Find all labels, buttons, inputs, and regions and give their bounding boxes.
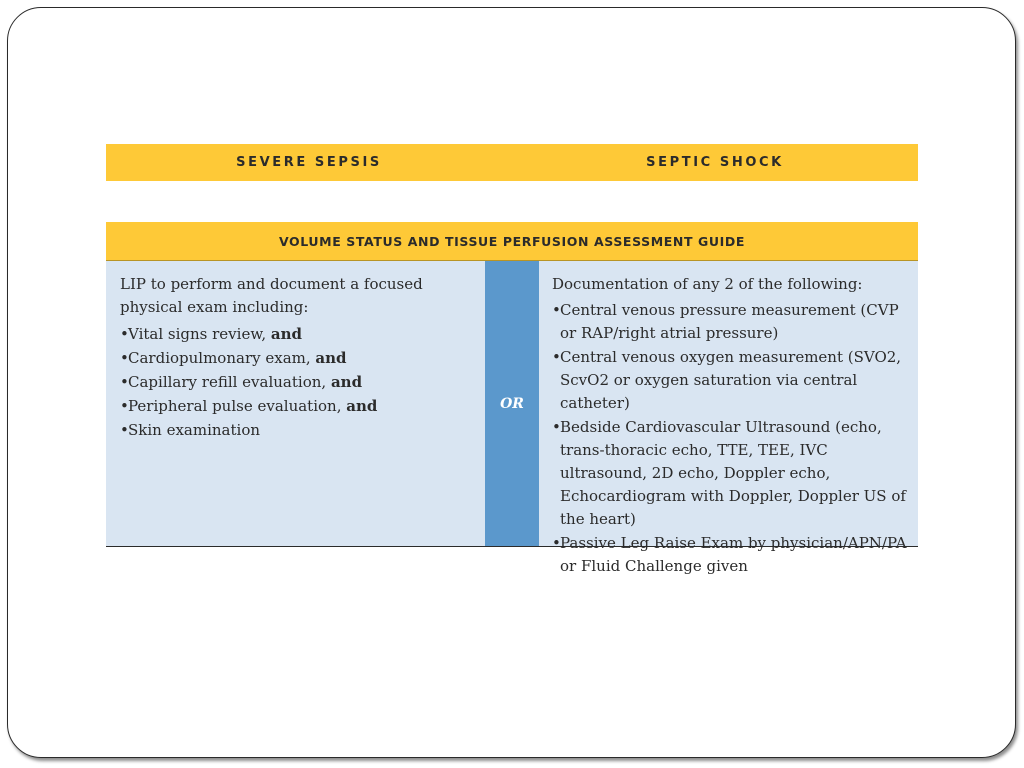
- septic-shock-label: SEPTIC SHOCK: [646, 155, 784, 170]
- item-text: Central venous oxygen measurement (SVO2, ScvO2 or oxygen saturation via central catheter): [560, 348, 902, 412]
- bullet-icon: •: [120, 349, 129, 367]
- list-item: [552, 532, 908, 578]
- item-text: Skin examination: [128, 421, 261, 439]
- item-text: Cardiopulmonary exam,: [128, 349, 316, 367]
- right-intro: Documentation of any 2 of the following:: [552, 275, 863, 293]
- bullet-icon: •: [552, 348, 561, 366]
- sepsis-category-bar: [106, 144, 918, 181]
- item-text: Passive Leg Raise Exam by physician/APN/PA or Fluid Challenge given: [560, 534, 907, 575]
- bullet-icon: •: [552, 418, 561, 436]
- right-item-list: [552, 299, 908, 578]
- item-text: Bedside Cardiovascular Ultrasound (echo, trans-thoracic echo, TTE, TEE, IVC ultrasound, 2D echo, Doppler echo, Echocardiogram with Doppler, Doppler US of the heart): [560, 418, 906, 528]
- left-item-list: [120, 323, 473, 442]
- bullet-icon: •: [120, 325, 129, 343]
- item-bold-text: and: [346, 397, 378, 415]
- or-divider: OR: [485, 261, 539, 546]
- bullet-icon: •: [120, 397, 129, 415]
- item-text: Peripheral pulse evaluation,: [128, 397, 347, 415]
- item-bold-text: and: [315, 349, 347, 367]
- list-item: [552, 346, 908, 415]
- list-item: [120, 347, 473, 370]
- item-text: Vital signs review,: [128, 325, 271, 343]
- bullet-icon: •: [120, 373, 129, 391]
- bullet-icon: •: [552, 301, 561, 319]
- list-item: [120, 371, 473, 394]
- severe-sepsis-column: [106, 261, 485, 546]
- septic-shock-column: [539, 261, 918, 575]
- item-bold-text: and: [270, 325, 303, 343]
- list-item: [552, 416, 908, 531]
- assessment-guide-table: [106, 222, 918, 575]
- item-bold-text: and: [330, 373, 363, 391]
- list-item: [120, 395, 473, 418]
- list-item: [552, 299, 908, 345]
- guide-body: [106, 261, 918, 575]
- bullet-icon: •: [552, 534, 561, 552]
- severe-sepsis-label: SEVERE SEPSIS: [236, 155, 382, 170]
- item-text: Central venous pressure measurement (CVP or RAP/right atrial pressure): [560, 301, 899, 342]
- bullet-icon: •: [120, 421, 129, 439]
- left-intro: LIP to perform and document a focused physical exam including:: [120, 275, 423, 316]
- list-item: [120, 323, 473, 346]
- list-item: [120, 419, 473, 442]
- item-text: Capillary refill evaluation,: [128, 373, 331, 391]
- guide-title: VOLUME STATUS AND TISSUE PERFUSION ASSESSMENT GUIDE: [106, 222, 918, 261]
